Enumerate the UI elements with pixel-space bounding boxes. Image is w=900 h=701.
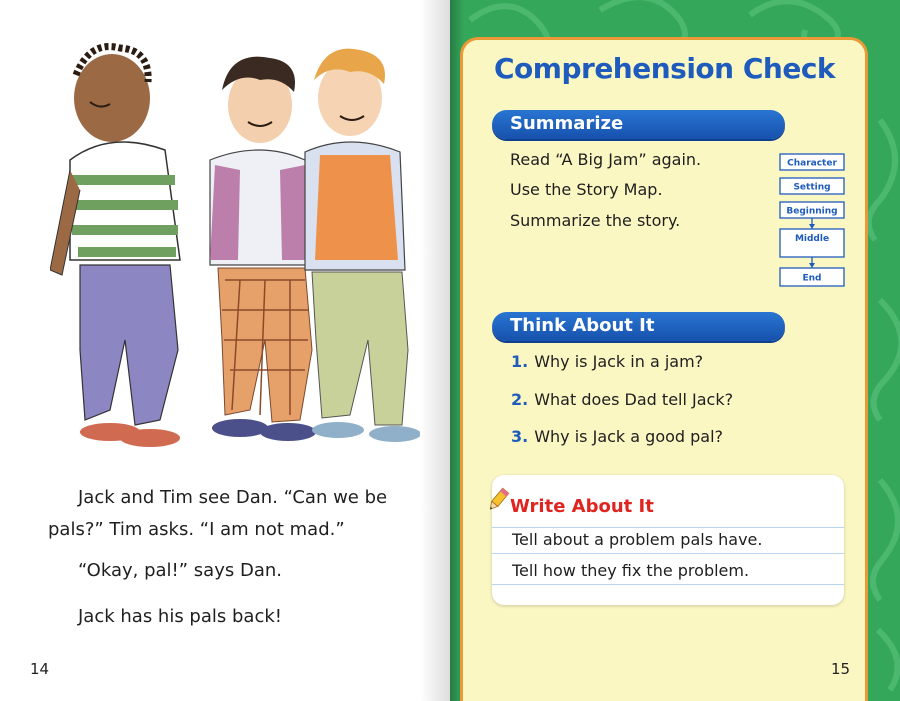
question-text: Why is Jack a good pal? (534, 427, 724, 446)
question-number: 1. (511, 352, 529, 371)
story-paragraph-1 (48, 482, 428, 546)
write-line-2: Tell how they fix the problem. (512, 561, 750, 580)
story-paragraph-2: “Okay, pal!” says Dan. (78, 560, 282, 581)
story-map-diagram (778, 152, 848, 290)
story-map-label-end: End (802, 273, 822, 284)
illustration-three-boys (50, 20, 420, 460)
story-map-label-setting: Setting (793, 182, 831, 193)
think-heading-bar (492, 312, 785, 341)
question-text: Why is Jack in a jam? (534, 352, 704, 371)
ruled-line (492, 527, 844, 528)
story-line: pals?” Tim asks. “I am not mad.” (48, 519, 345, 540)
question-number: 2. (511, 390, 529, 409)
ruled-line (492, 584, 844, 585)
boy-left-figure (50, 47, 180, 447)
right-page (450, 0, 900, 701)
story-map-label-character: Character (787, 158, 837, 169)
pencil-icon (484, 486, 512, 514)
question-2 (511, 390, 733, 409)
story-map-label-middle: Middle (794, 234, 830, 244)
summarize-line-2: Use the Story Map. (510, 180, 663, 199)
question-1 (511, 352, 703, 371)
story-line: Jack and Tim see Dan. “Can we be (78, 487, 388, 508)
boy-right-figure (305, 49, 420, 442)
summarize-line-1: Read “A Big Jam” again. (510, 150, 702, 169)
ruled-line (492, 553, 844, 554)
arrow-down-icon (809, 257, 815, 268)
story-map-label-beginning: Beginning (786, 206, 838, 217)
question-3 (511, 427, 723, 446)
question-text: What does Dad tell Jack? (534, 390, 734, 409)
arrow-down-icon (809, 218, 815, 229)
summarize-heading: Summarize (510, 113, 624, 134)
story-paragraph-3: Jack has his pals back! (78, 606, 282, 627)
page-number-right: 15 (831, 660, 851, 678)
boy-middle-figure (210, 57, 316, 441)
write-line-1: Tell about a problem pals have. (512, 530, 763, 549)
summarize-line-3: Summarize the story. (510, 211, 681, 230)
page-title: Comprehension Check (494, 52, 836, 85)
summarize-heading-bar (492, 110, 785, 139)
think-heading: Think About It (510, 315, 655, 336)
page-number-left: 14 (30, 660, 50, 678)
write-heading: Write About It (510, 496, 654, 517)
question-number: 3. (511, 427, 529, 446)
